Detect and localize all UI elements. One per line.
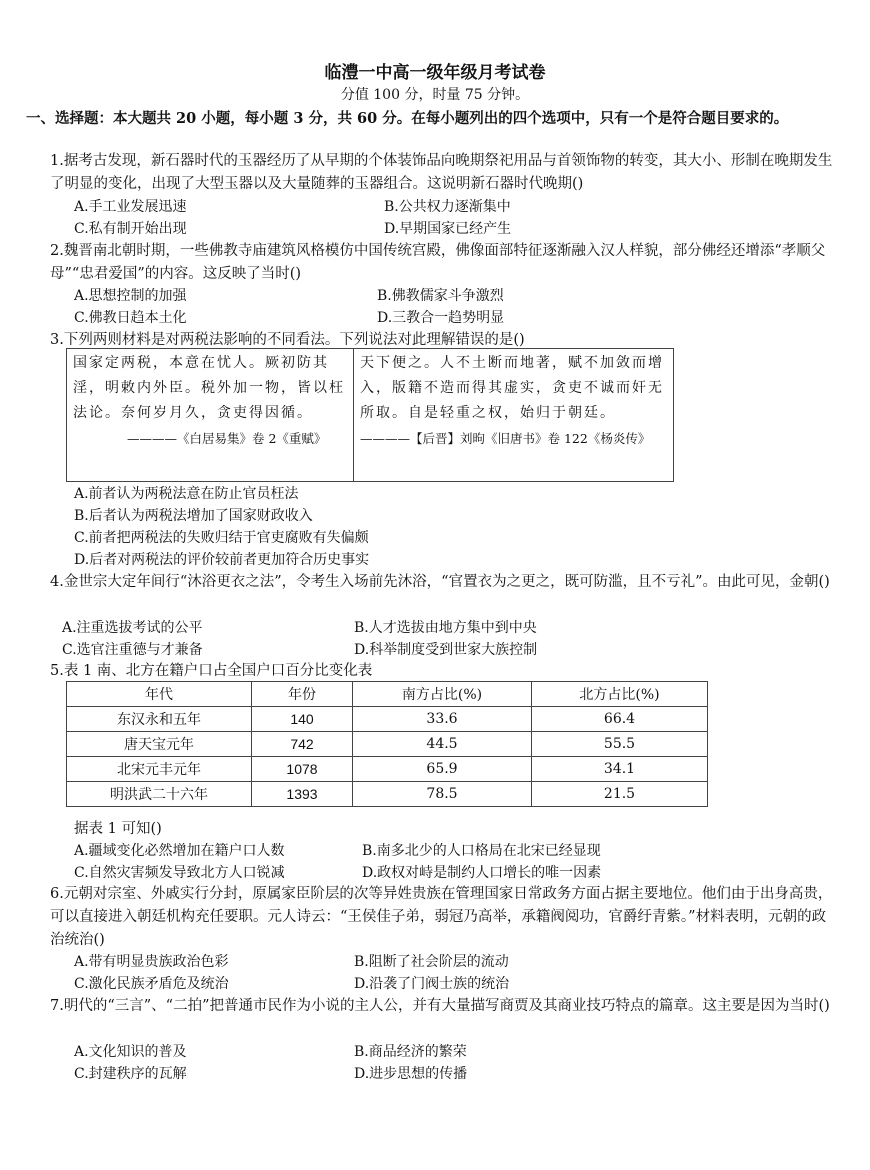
table-cell: 742 xyxy=(252,732,353,757)
exam-title: 临澧一中高一级年级月考试卷 xyxy=(324,63,546,83)
source-right-text: 天下便之。人不土断而地著，赋不加敛而增入，版籍不造而得其虚实，贪吏不诚而奸无所取。自是轻重之权，始归于朝廷。 xyxy=(360,355,664,421)
question-4-option-d: D.科举制度受到世家大族控制 xyxy=(354,642,538,658)
table-row xyxy=(67,732,708,757)
table-row xyxy=(67,707,708,732)
question-6-option-a: A.带有明显贵族政治色彩 xyxy=(74,954,229,970)
table-cell: 55.5 xyxy=(532,732,708,757)
question-2-option-c: C.佛教日趋本土化 xyxy=(74,310,187,326)
table-cell: 140 xyxy=(252,707,353,732)
table-cell: 1393 xyxy=(252,782,353,807)
table-cell: 78.5 xyxy=(353,782,532,807)
section-heading: 一、选择题：本大题共 20 小题，每小题 3 分，共 60 分。在每小题列出的四个选项中，只有一个是符合题目要求的。 xyxy=(26,110,789,127)
table-cell: 唐天宝元年 xyxy=(67,732,252,757)
source-right xyxy=(354,349,672,450)
question-5-option-c: C.自然灾害频发导致北方人口锐减 xyxy=(74,865,285,881)
question-1-option-b: B.公共权力逐渐集中 xyxy=(384,199,511,215)
question-7-option-d: D.进步思想的传播 xyxy=(354,1066,468,1082)
table-cell: 21.5 xyxy=(532,782,708,807)
source-left xyxy=(67,349,354,481)
question-4-option-b: B.人才选拔由地方集中到中央 xyxy=(354,620,537,636)
source-material-box xyxy=(66,348,674,482)
question-3-option-c: C.前者把两税法的失败归结于官吏腐败有失偏颇 xyxy=(74,530,369,546)
question-5-option-b: B.南多北少的人口格局在北宋已经显现 xyxy=(362,843,601,859)
question-5-after: 据表 1 可知() xyxy=(74,821,162,837)
question-3-stem: 3.下列两则材料是对两税法影响的不同看法。下列说法对此理解错误的是() xyxy=(50,332,525,348)
table-header: 南方占比(%) xyxy=(353,682,532,707)
question-5-option-d: D.政权对峙是制约人口增长的唯一因素 xyxy=(362,865,602,881)
table-header-row xyxy=(67,682,708,707)
question-7-option-a: A.文化知识的普及 xyxy=(74,1044,187,1060)
table-cell: 65.9 xyxy=(353,757,532,782)
source-left-text: 国家定两税，本意在忧人。厥初防其淫，明敕内外臣。税外加一物，皆以枉法论。奈何岁月久，贪吏得因循。 xyxy=(73,355,345,421)
table-cell: 北宋元丰元年 xyxy=(67,757,252,782)
question-1-option-c: C.私有制开始出现 xyxy=(74,221,187,237)
question-3-option-b: B.后者认为两税法增加了国家财政收入 xyxy=(74,508,313,524)
question-7-option-c: C.封建秩序的瓦解 xyxy=(74,1066,187,1082)
table-cell: 66.4 xyxy=(532,707,708,732)
question-5-option-a: A.疆域变化必然增加在籍户口人数 xyxy=(74,843,285,859)
table-cell: 33.6 xyxy=(353,707,532,732)
question-4-stem: 4.金世宗大定年间行“沐浴更衣之法”，令考生入场前先沐浴，“官置衣为之更之，既可防滥，且不亏礼”。由此可见，金朝() xyxy=(50,574,830,590)
question-1-option-a: A.手工业发展迅速 xyxy=(74,199,187,215)
question-5-stem: 5.表 1 南、北方在籍户口占全国户口百分比变化表 xyxy=(50,663,373,679)
source-left-citation: ————《白居易集》卷 2《重赋》 xyxy=(127,431,327,446)
question-1-stem: 1.据考古发现，新石器时代的玉器经历了从早期的个体装饰品向晚期祭祀用品与首领饰物的转变，其大小、形制在晚期发生了明显的变化，出现了大型玉器以及大量随葬的玉器组合。这说明新石器时代晚期() xyxy=(50,153,833,192)
question-3-option-a: A.前者认为两税法意在防止官员枉法 xyxy=(74,486,299,502)
table-row xyxy=(67,782,708,807)
table-cell: 1078 xyxy=(252,757,353,782)
table-header: 年代 xyxy=(67,682,252,707)
question-6-option-b: B.阻断了社会阶层的流动 xyxy=(354,954,509,970)
question-6-option-d: D.沿袭了门阀士族的统治 xyxy=(354,976,510,992)
question-3-option-d: D.后者对两税法的评价较前者更加符合历史事实 xyxy=(74,552,370,568)
question-7-stem: 7.明代的“三言”、“二拍”把普通市民作为小说的主人公，并有大量描写商贾及其商业技巧特点的篇章。这主要是因为当时() xyxy=(50,998,830,1014)
question-4-option-a: A.注重选拔考试的公平 xyxy=(62,620,203,636)
question-2-stem: 2.魏晋南北朝时期，一些佛教寺庙建筑风格模仿中国传统宫殿，佛像面部特征逐渐融入汉人样貌，部分佛经还增添“孝顺父母”“忠君爱国”的内容。这反映了当时() xyxy=(50,243,826,282)
question-6-stem: 6.元朝对宗室、外戚实行分封，原属家臣阶层的次等异姓贵族在管理国家日常政务方面占据主要地位。他们由于出身高贵，可以直接进入朝廷机构充任要职。元人诗云：“王侯佳子弟，弱冠乃高举，承籍阀阅功，官爵纡青紫。”材料表明，元朝的政治统治() xyxy=(50,886,833,948)
population-table xyxy=(66,681,708,807)
table-cell: 34.1 xyxy=(532,757,708,782)
table-header: 北方占比(%) xyxy=(532,682,708,707)
table-header: 年份 xyxy=(252,682,353,707)
question-2-option-b: B.佛教儒家斗争激烈 xyxy=(377,288,504,304)
question-2-option-d: D.三教合一趋势明显 xyxy=(377,310,505,326)
question-7-option-b: B.商品经济的繁荣 xyxy=(354,1044,467,1060)
table-cell: 明洪武二十六年 xyxy=(67,782,252,807)
question-4-option-c: C.选官注重德与才兼备 xyxy=(62,642,203,658)
table-row xyxy=(67,757,708,782)
question-1-option-d: D.早期国家已经产生 xyxy=(384,221,512,237)
table-cell: 东汉永和五年 xyxy=(67,707,252,732)
source-right-citation: ————【后晋】刘昫《旧唐书》卷 122《杨炎传》 xyxy=(360,431,651,446)
table-cell: 44.5 xyxy=(353,732,532,757)
exam-subtitle: 分值 100 分，时量 75 分钟。 xyxy=(340,87,530,103)
question-6-option-c: C.激化民族矛盾危及统治 xyxy=(74,976,229,992)
question-2-option-a: A.思想控制的加强 xyxy=(74,288,187,304)
